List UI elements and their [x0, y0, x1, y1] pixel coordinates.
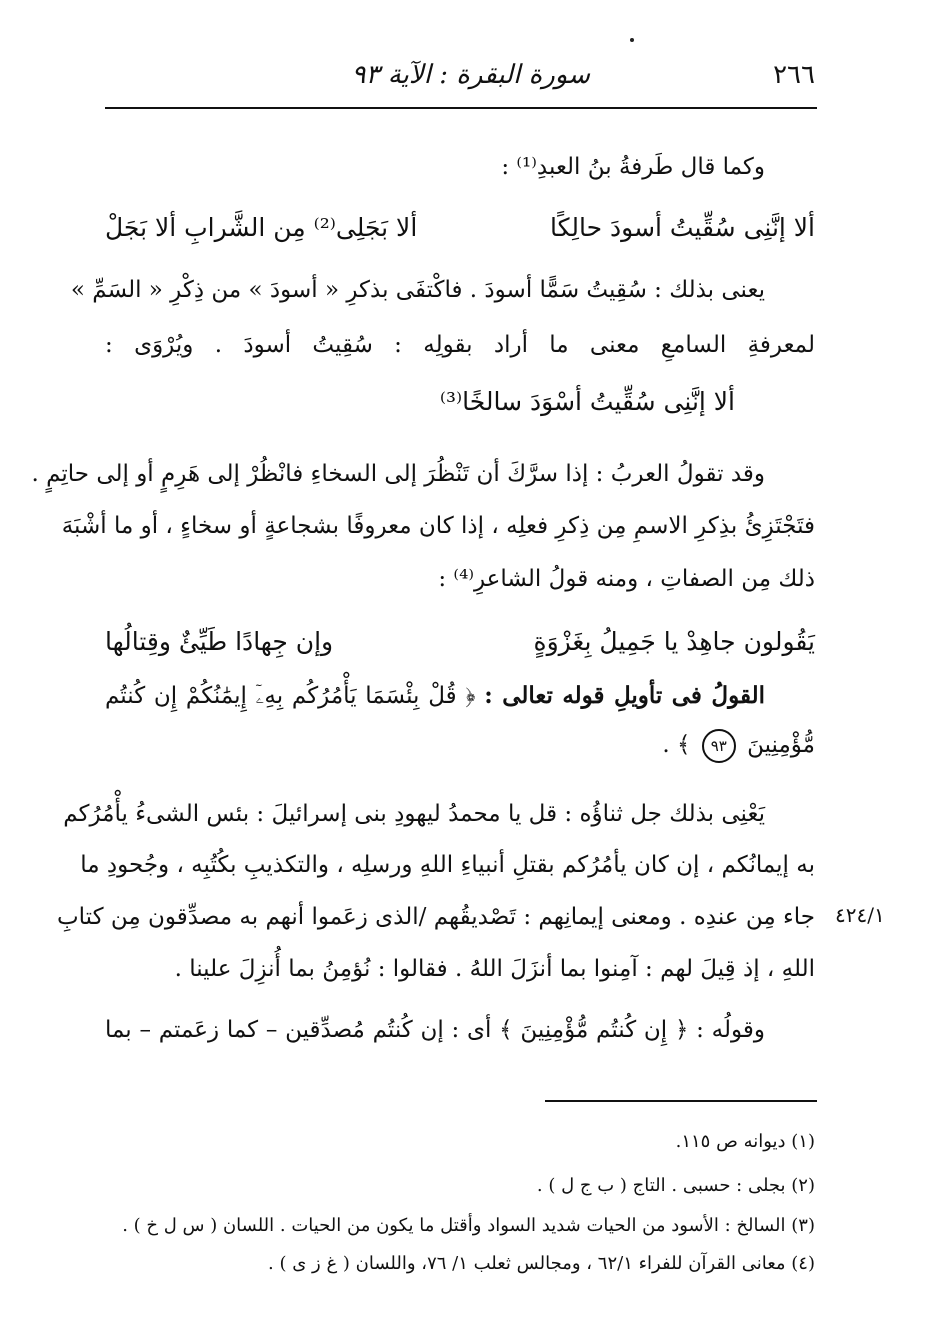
footnote: (١) ديوانه ص ١١٥. [675, 1131, 815, 1152]
footnote: (٢) بجلى : حسبى . التاج ( ب ج ل ) . [536, 1175, 815, 1196]
text-line: يعنى بذلك : سُقِيتُ سَمًّا أسودَ . فاكْتفَى بذكرِ « أسودَ » من ذِكْرِ « السَمِّ » [70, 277, 765, 303]
ayah-number-medallion: ٩٣ [702, 729, 736, 763]
page-number: ٢٦٦ [773, 60, 815, 90]
text-line: ذلك مِن الصفاتِ ، ومنه قولُ الشاعرِ⁽⁴⁾ : [438, 566, 815, 592]
text-line: وقولُه : ﴿ إِن كُنتُم مُّؤْمِنِينَ ﴾ أى : إن كُنتُم مُصدِّقين – كما زعَمتم – بما [105, 1017, 765, 1043]
verse-hemistich-right: ألا إنَّنِى سُقِّيتُ أسودَ حالِكًا [549, 213, 815, 242]
quran-text: مُّؤْمِنِينَ [747, 732, 815, 758]
text-line: به إيمانُكم ، إن كان يأمُرُكم بقتلِ أنبياءِ اللهِ ورسلِه ، والتكذيبِ بكُتُبِه ، وجُحودِ ما [80, 852, 815, 878]
running-header-title: سورة البقرة : الآية ٩٣ [351, 60, 590, 90]
text-line: اللهِ ، إذ قِيلَ لهم : آمِنوا بما أنزَلَ اللهُ . فقالوا : نُؤمِنُ بما أُنزِلَ علينا . [174, 956, 815, 982]
text-line: وقد تقولُ العربُ : إذا سرَّكَ أن تَنْظُرَ إلى السخاءِ فانْظُرْ إلى هَرِمٍ أو إلى حاتِمٍ . [31, 461, 765, 487]
text-line: لمعرفةِ السامعِ معنى ما أراد بقولِه : سُقِيتُ أسودَ . ويُرْوَى : [105, 332, 815, 358]
footnote: (٤) معانى القرآن للفراء ٦٢/١ ، ومجالس ثعلب ١/ ٧٦، واللسان ( غ ز ى ) . [268, 1253, 815, 1274]
verse-hemistich-left: وإن جِهادًا طَيِّئٌ وقِتالُها [105, 627, 334, 656]
footnote-rule [545, 1100, 817, 1102]
ink-speck [630, 38, 634, 42]
heading-line-2 [662, 728, 815, 762]
margin-reference: ٤٢٤/١ [835, 903, 885, 927]
quran-text: ﴿ قُلْ بِئْسَمَا يَأْمُرُكُم بِهِۦٓ إِيمَٰنُكُمْ إِن كُنتُم [105, 683, 476, 709]
text-line: جاء مِن عندِه . ومعنى إيمانِهم : تَصْديقُهم /الذى زعَموا أنهم به مصدِّقون مِن كتابِ [56, 904, 815, 930]
verse-hemistich-left: ألا بَجَلِى⁽²⁾ مِن الشَّرابِ ألا بَجَلْ [105, 213, 418, 242]
heading-line [105, 679, 765, 713]
verse-line: ألا إنَّنِى سُقِّيتُ أسْوَدَ سالخًا⁽³⁾ [439, 387, 735, 416]
header-rule [105, 107, 817, 109]
footnote: (٣) السالخ : الأسود من الحيات شديد السواد وأقتل ما يكون من الحيات . اللسان ( س ل خ ) . [122, 1215, 815, 1236]
verse-hemistich-right: يَقُولون جاهِدْ يا جَمِيلُ بِغَزْوَةٍ [533, 627, 815, 656]
text-line: فتَجْتَزِئُ بذِكرِ الاسمِ مِن ذِكرِ فعلِه ، إذا كان معروفًا بشجاعةٍ أو سخاءٍ ، أو ما أشْبَهَ [61, 513, 815, 539]
heading-label: القولُ فى تأويلِ قوله تعالى : [484, 682, 765, 709]
text-line: وكما قال طَرفةُ بنُ العبدِ⁽¹⁾ : [501, 154, 765, 180]
quran-close: ﴾ . [662, 732, 691, 758]
text-line: يَعْنِى بذلك جل ثناؤُه : قل يا محمدُ ليهودِ بنى إسرائيلَ : بئس الشىءُ يأْمُرُكم [63, 801, 765, 827]
